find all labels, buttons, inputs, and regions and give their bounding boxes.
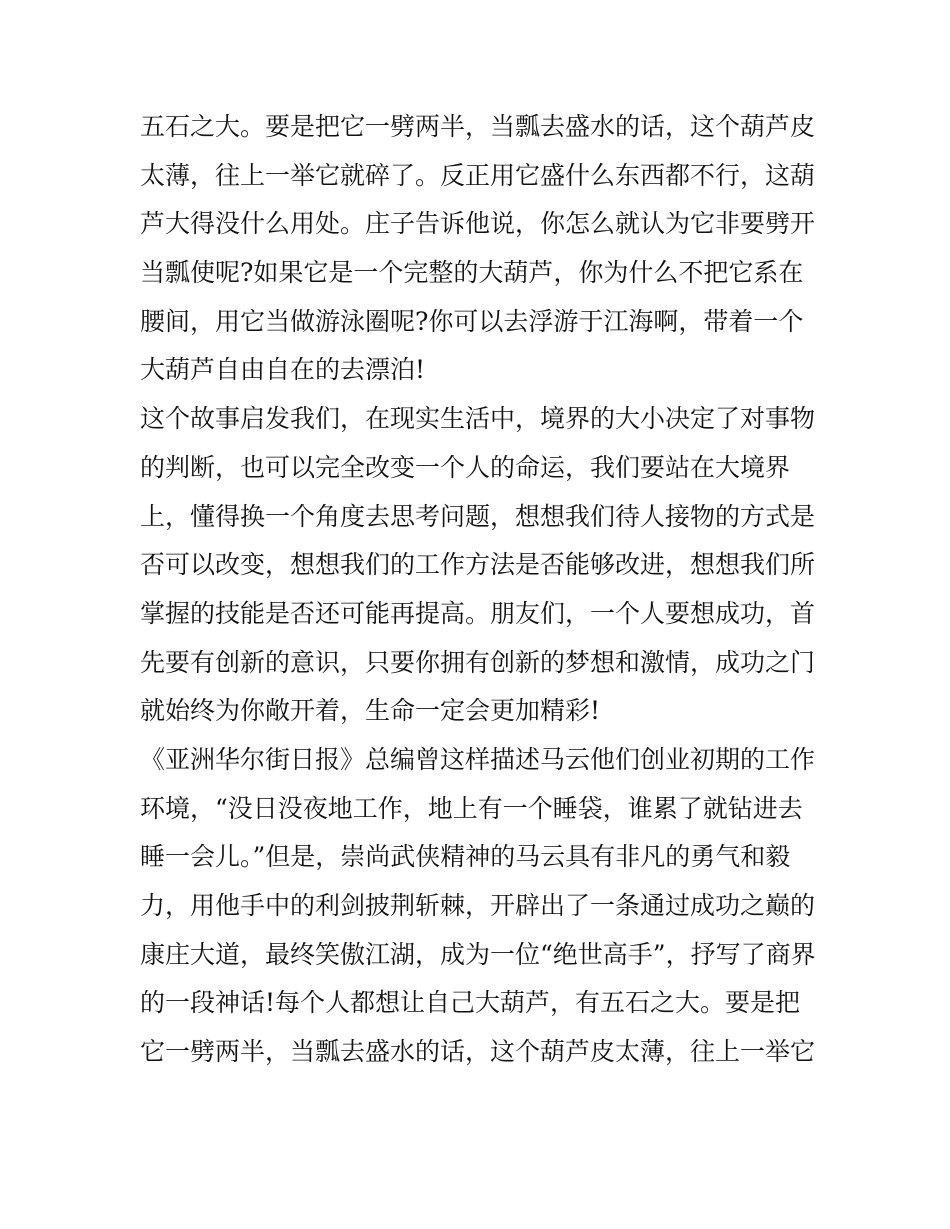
- text-line: 否可以改变，想想我们的工作方法是否能够改进，想想我们所: [140, 550, 816, 580]
- text-line: 先要有创新的意识，只要你拥有创新的梦想和激情，成功之门: [140, 647, 816, 677]
- text-line: 太薄，往上一举它就碎了。反正用它盛什么东西都不行，这葫: [140, 160, 816, 190]
- text-line: 它一劈两半，当瓢去盛水的话，这个葫芦皮太薄，往上一举它: [140, 1037, 816, 1067]
- text-line: 力，用他手中的利剑披荆斩棘，开辟出了一条通过成功之巅的: [140, 891, 816, 920]
- text-line: 环境，“没日没夜地工作，地上有一个睡袋，谁累了就钻进去: [140, 793, 803, 823]
- text-line: 芦大得没什么用处。庄子告诉他说，你怎么就认为它非要劈开: [140, 209, 816, 239]
- text-line: 上，懂得换一个角度去思考问题，想想我们待人接物的方式是: [140, 501, 816, 531]
- text-line: 腰间，用它当做游泳圈呢?你可以去浮游于江海啊，带着一个: [140, 306, 804, 336]
- text-line: 就始终为你敞开着，生命一定会更加精彩!: [140, 696, 601, 726]
- text-line: 这个故事启发我们，在现实生活中，境界的大小决定了对事物: [140, 404, 816, 434]
- text-line: 睡一会儿。”但是，崇尚武侠精神的马云具有非凡的勇气和毅: [140, 842, 791, 872]
- text-line: 《亚洲华尔街日报》总编曾这样描述马云他们创业初期的工作: [140, 744, 816, 774]
- text-line: 康庄大道，最终笑傲江湖，成为一位“绝世高手”，抒写了商界: [140, 939, 816, 969]
- text-line: 的一段神话!每个人都想让自己大葫芦，有五石之大。要是把: [140, 988, 801, 1018]
- text-line: 掌握的技能是否还可能再提高。朋友们，一个人要想成功，首: [140, 598, 816, 628]
- text-line: 的判断，也可以完全改变一个人的命运，我们要站在大境界: [140, 452, 791, 482]
- text-line: 五石之大。要是把它一劈两半，当瓢去盛水的话，这个葫芦皮: [140, 112, 816, 141]
- text-line: 大葫芦自由自在的去漂泊!: [140, 355, 426, 385]
- body-text: [140, 103, 820, 1077]
- text-line: 当瓢使呢?如果它是一个完整的大葫芦，你为什么不把它系在: [140, 258, 804, 288]
